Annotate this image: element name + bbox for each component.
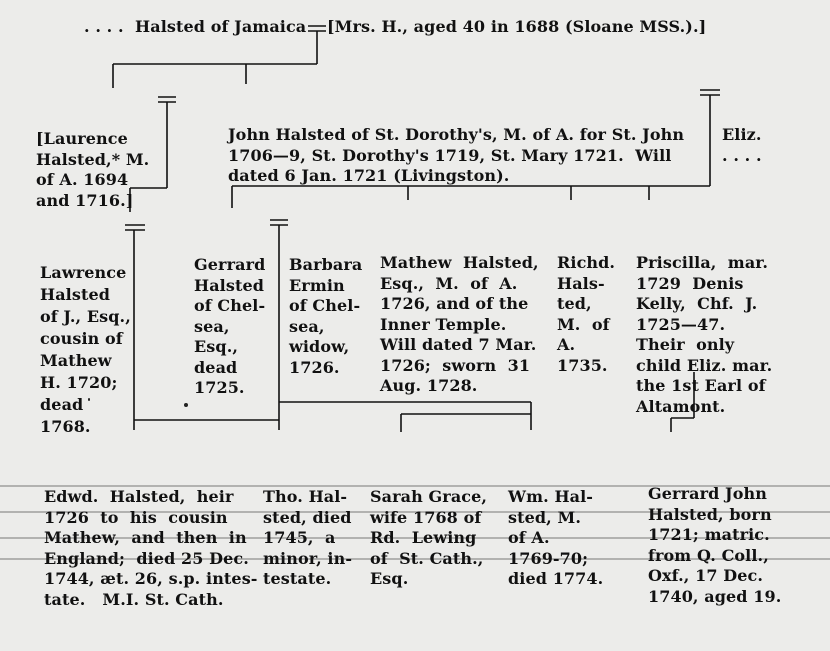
entry-richd-halsted: Richd. Hals- ted, M. of A. 1735. [557,253,616,375]
entry-laurence: [Laurence Halsted,* M. of A. 1694 and 1716.] [36,129,150,210]
ink-dot [184,403,188,407]
mrs-halsted: [Mrs. H., aged 40 in 1688 (Sloane MSS.).] [327,17,707,36]
entry-sarah-grace: Sarah Grace, wife 1768 of Rd. Lewing of St. Cath., Esq. [370,487,488,588]
entry-gerrard-john-halsted: Gerrard John Halsted, born 1721; matric. from Q. Coll., Oxf., 17 Dec. 1740, aged 19. [648,484,782,606]
entry-wm-halsted: Wm. Hal- sted, M. of A. 1769-70; died 1774. [508,487,604,588]
entry-gerrard-halsted: Gerrard Halsted of Chel- sea, Esq., dead 1725. [194,255,266,397]
halsted-of-jamaica: . . . . Halsted of Jamaica [84,17,307,36]
entry-eliz: Eliz. . . . . [722,125,762,165]
entry-edwd-halsted: Edwd. Halsted, heir 1726 to his cousin Mathew, and then in England; died 25 Dec. 1744, æt. 26, s.p. intes- tate. M.I. St. Cath. [44,487,258,609]
entry-priscilla: Priscilla, mar. 1729 Denis Kelly, Chf. J. 1725—47. Their only child Eliz. mar. the 1st Earl of Altamont. [636,253,773,416]
entry-john-halsted: John Halsted of St. Dorothy's, M. of A. for St. John 1706—9, St. Dorothy's 1719, St. Mary 1721. Will dated 6 Jan. 1721 (Livingston). [228,125,685,185]
entry-lawrence-halsted: Lawrence Halsted of J., Esq., cousin of Mathew H. 1720; dead 1768. [40,263,131,436]
entry-tho-halsted: Tho. Hal- sted, died 1745, a minor, in- testate. [263,487,353,588]
entry-barbara-ermin: Barbara Ermin of Chel- sea, widow, 1726. [289,255,363,377]
entry-mathew-halsted: Mathew Halsted, Esq., M. of A. 1726, and of the Inner Temple. Will dated 7 Mar. 1726; sworn 31 Aug. 1728. [380,253,539,395]
